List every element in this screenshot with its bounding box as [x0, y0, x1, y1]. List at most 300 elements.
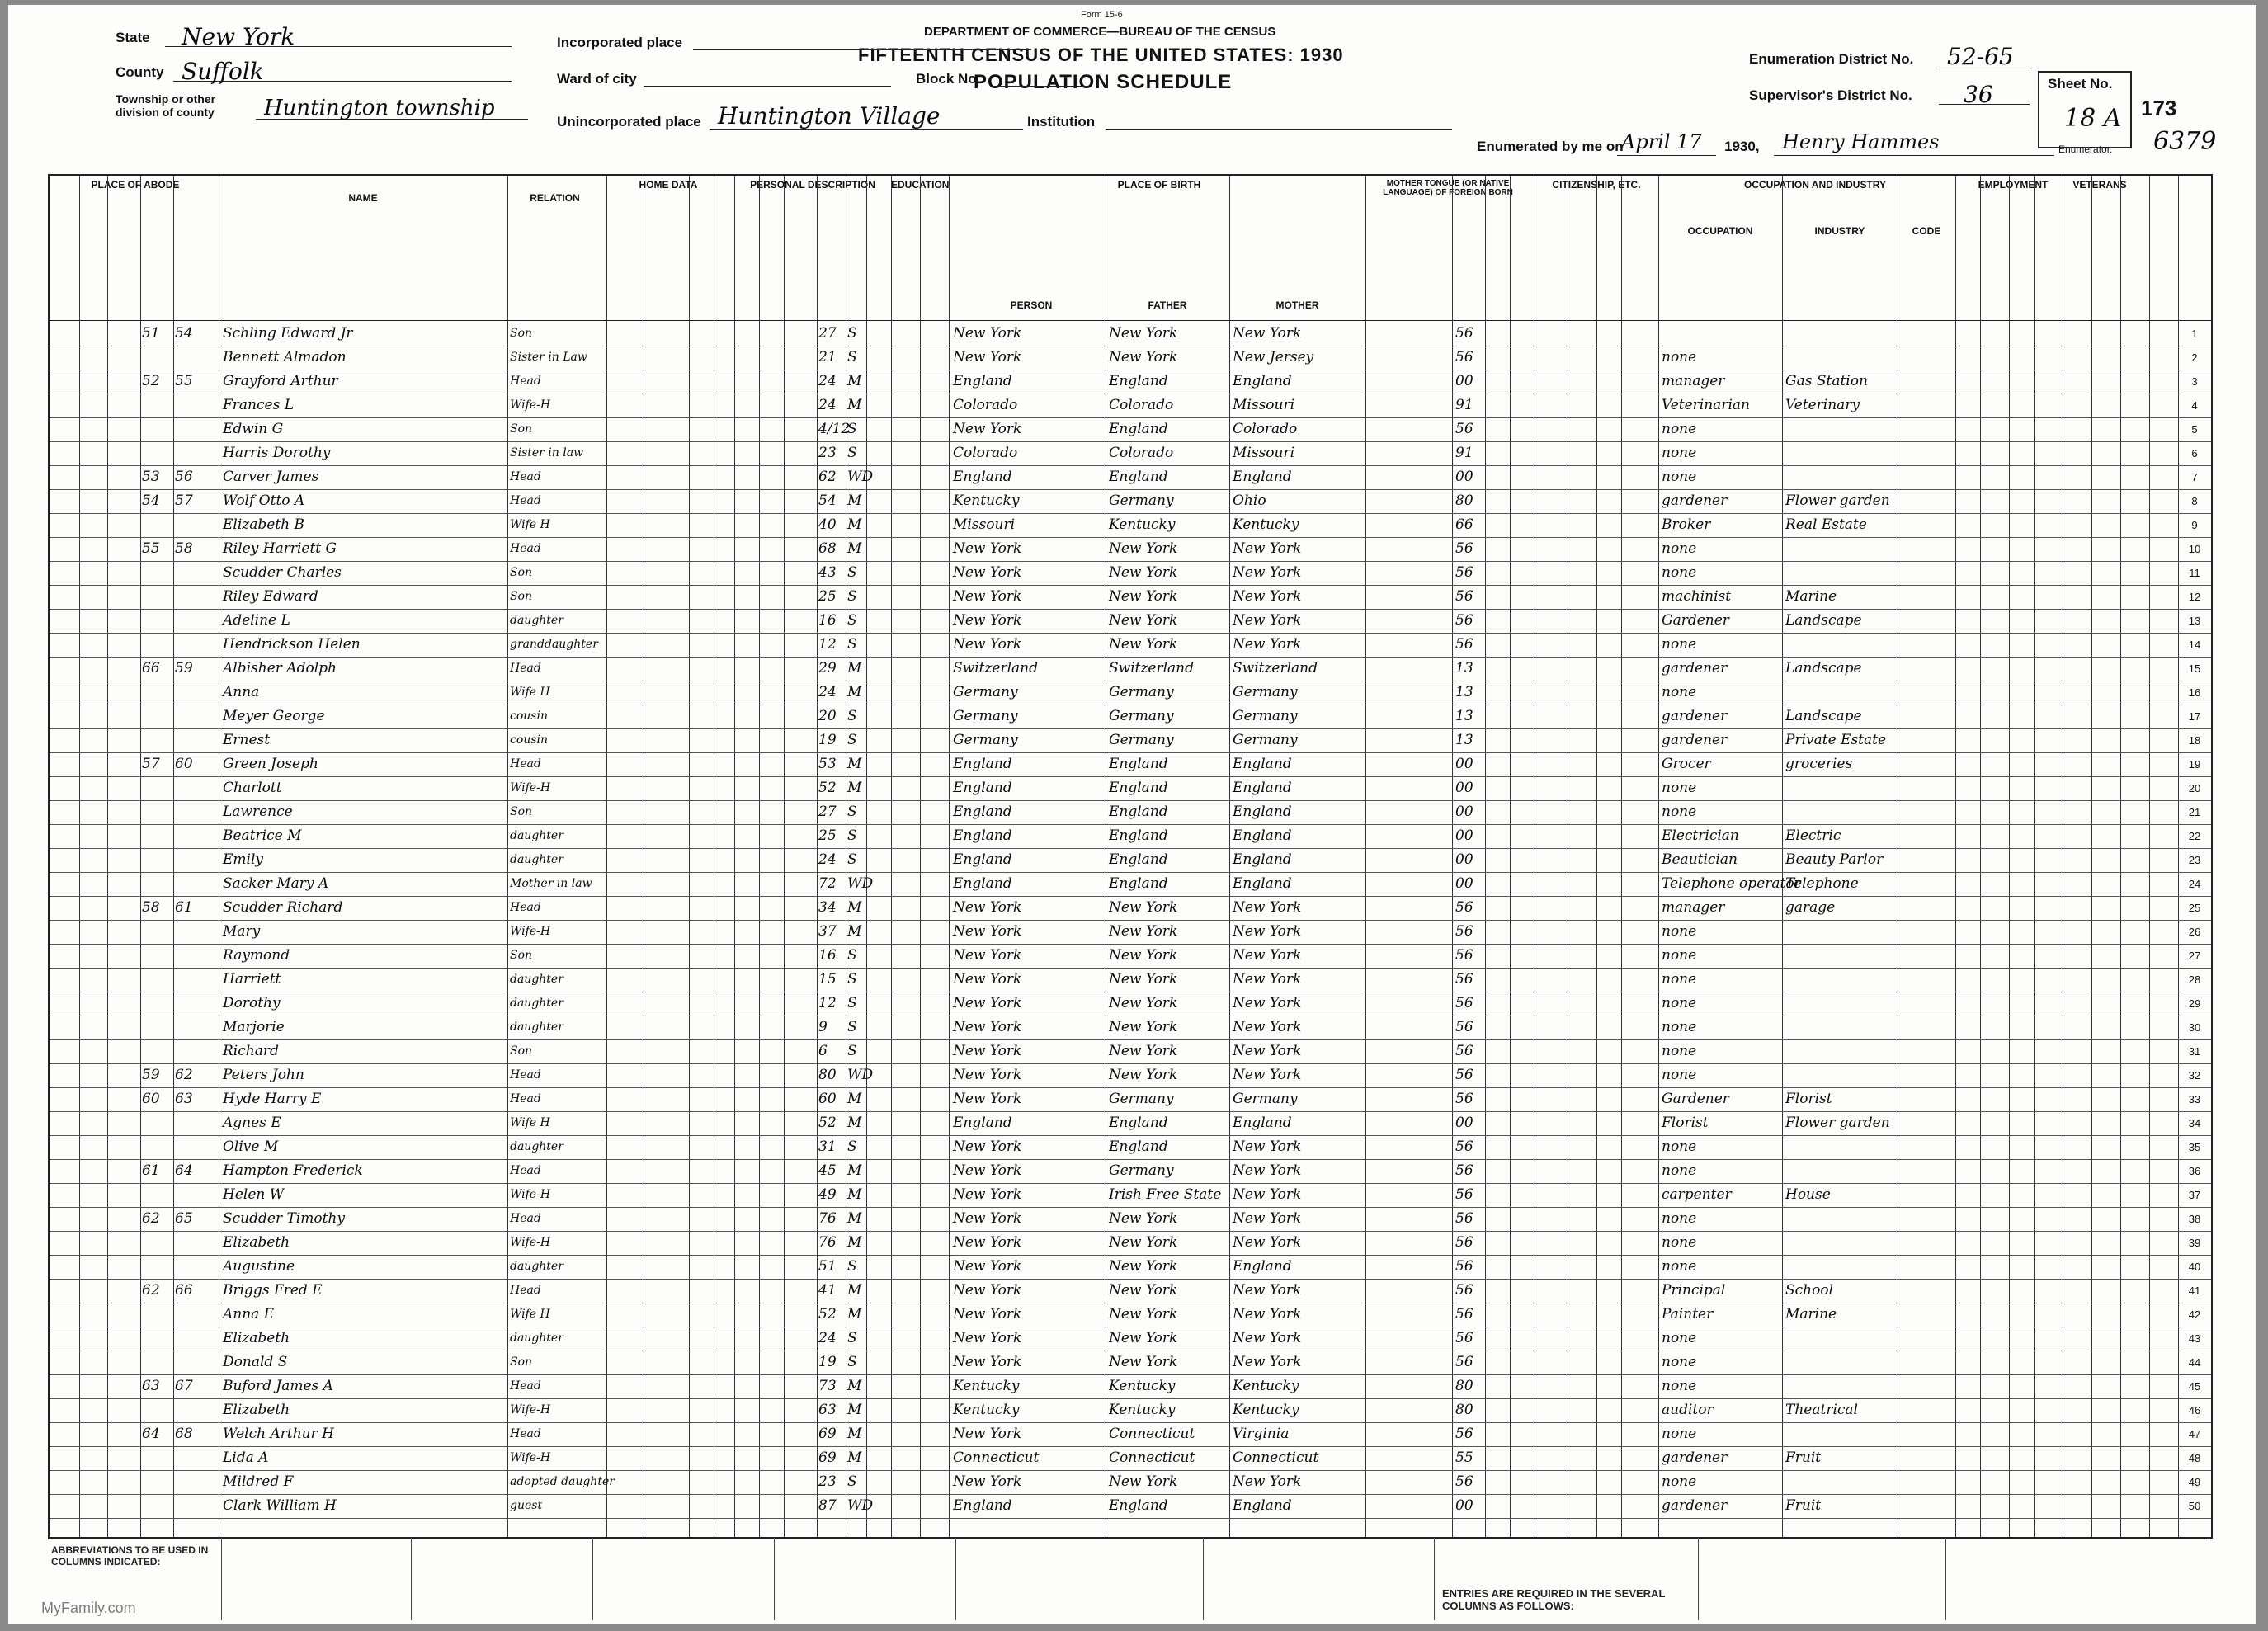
cell-mpob: Germany — [1233, 732, 1298, 748]
cell-rel: Head — [510, 470, 541, 483]
cell-n: 31 — [2188, 1045, 2201, 1058]
cell-code: 56 — [1455, 421, 1473, 437]
enumerated-year: 1930, — [1724, 139, 1760, 154]
table-row — [50, 946, 2211, 965]
cell-pob: Kentucky — [953, 493, 1020, 509]
cell-ind — [1785, 779, 1896, 798]
population-table — [48, 174, 2213, 1539]
cell-fam: 65 — [175, 1210, 193, 1227]
cell-fpob: New York — [1109, 1354, 1178, 1370]
cell-dw: 66 — [142, 660, 160, 676]
cell-dw — [142, 587, 172, 606]
table-row — [50, 1042, 2211, 1061]
table-row — [50, 635, 2211, 654]
cell-mar: S — [847, 1019, 857, 1035]
cell-pob: New York — [953, 1019, 1022, 1035]
cell-n: 19 — [2188, 758, 2201, 771]
cell-n: 17 — [2188, 710, 2201, 723]
cell-fam — [175, 851, 218, 870]
block-label: Block No. — [916, 71, 981, 87]
cell-mar: S — [847, 1138, 857, 1155]
cell-rel: Mother in law — [510, 877, 592, 890]
cell-age: 52 — [818, 780, 837, 796]
cell-mpob: New York — [1233, 1306, 1302, 1322]
cell-fam: 58 — [175, 540, 193, 557]
cell-fpob: New York — [1109, 325, 1178, 342]
cell-fpob: New York — [1109, 1019, 1178, 1035]
cell-fpob: England — [1109, 780, 1168, 796]
cell-occ: manager — [1662, 899, 1725, 916]
cell-mar: M — [847, 899, 862, 916]
cell-mar: M — [847, 1091, 862, 1107]
cell-fam: 56 — [175, 469, 193, 485]
incorporated-label: Incorporated place — [557, 35, 683, 50]
cell-fpob: Switzerland — [1109, 660, 1195, 676]
cell-ind: Fruit — [1785, 1497, 1822, 1514]
table-row — [50, 1066, 2211, 1085]
cell-mar: S — [847, 421, 857, 437]
cell-fam — [175, 731, 218, 750]
cell-age: 40 — [818, 516, 837, 533]
cell-name: Briggs Fred E — [223, 1282, 323, 1299]
table-row — [50, 516, 2211, 535]
cell-dw: 64 — [142, 1426, 160, 1442]
cell-occ: none — [1662, 1234, 1697, 1251]
cell-fpob: Connecticut — [1109, 1450, 1195, 1466]
cell-rel: Sister in Law — [510, 351, 587, 364]
form-number: Form 15-6 — [1081, 10, 1123, 20]
cell-mar: S — [847, 1258, 857, 1275]
cell-fam: 55 — [175, 373, 193, 389]
cell-mar: S — [847, 1354, 857, 1370]
cell-pob: New York — [953, 1091, 1022, 1107]
cell-ind — [1785, 994, 1896, 1013]
cell-mpob: New York — [1233, 899, 1302, 916]
cell-fpob: England — [1109, 756, 1168, 772]
cell-mar: M — [847, 780, 862, 796]
cell-fam — [175, 994, 218, 1013]
cell-name: Hendrickson Helen — [223, 636, 361, 653]
cell-fam — [175, 683, 218, 702]
cell-mar: M — [847, 1402, 862, 1418]
cell-age: 80 — [818, 1067, 837, 1083]
cell-mar: WD — [847, 1497, 874, 1514]
cell-mpob: Switzerland — [1233, 660, 1318, 676]
cell-fam — [175, 922, 218, 941]
cell-n: 11 — [2189, 567, 2200, 579]
cell-occ: none — [1662, 971, 1697, 988]
cell-rel: Head — [510, 1164, 541, 1177]
cell-n: 40 — [2188, 1261, 2201, 1273]
cell-n: 16 — [2188, 686, 2201, 699]
cell-pob: England — [953, 875, 1012, 892]
cell-ind — [1785, 1233, 1896, 1252]
cell-fpob: New York — [1109, 1306, 1178, 1322]
cell-dw — [142, 396, 172, 415]
table-row — [50, 898, 2211, 917]
supervisor-label: Supervisor's District No. — [1749, 87, 1912, 103]
cell-mar: M — [847, 1282, 862, 1299]
cell-rel: Wife H — [510, 518, 550, 531]
table-row — [50, 707, 2211, 726]
cell-n: 39 — [2188, 1237, 2201, 1249]
cell-dw — [142, 922, 172, 941]
cell-name: Elizabeth — [223, 1234, 290, 1251]
cell-pob: New York — [953, 636, 1022, 653]
cell-dw: 53 — [142, 469, 160, 485]
cell-occ: none — [1662, 564, 1697, 581]
cell-code: 56 — [1455, 1354, 1473, 1370]
cell-mar: S — [847, 636, 857, 653]
page-stamp: 173 — [2141, 96, 2177, 120]
cell-dw: 51 — [142, 325, 160, 342]
cell-code: 56 — [1455, 947, 1473, 964]
cell-n: 9 — [2191, 519, 2198, 531]
cell-code: 56 — [1455, 1210, 1473, 1227]
cell-n: 41 — [2188, 1285, 2201, 1297]
cell-fam — [175, 1138, 218, 1157]
section-personal: PERSONAL DESCRIPTION — [750, 179, 875, 191]
cell-dw — [142, 611, 172, 630]
cell-rel: Head — [510, 1068, 541, 1082]
table-row — [50, 396, 2211, 415]
cell-occ: none — [1662, 1354, 1697, 1370]
cell-n: 28 — [2188, 973, 2201, 986]
cell-fpob: Germany — [1109, 708, 1174, 724]
cell-ind: Gas Station — [1785, 373, 1868, 389]
cell-occ: auditor — [1662, 1402, 1714, 1418]
cell-age: 60 — [818, 1091, 837, 1107]
cell-mpob: Virginia — [1233, 1426, 1290, 1442]
cell-dw — [142, 683, 172, 702]
cell-name: Scudder Richard — [223, 899, 343, 916]
cell-occ: Electrician — [1662, 827, 1739, 844]
cell-fam — [175, 516, 218, 535]
cell-age: 31 — [818, 1138, 837, 1155]
cell-n: 36 — [2188, 1165, 2201, 1177]
cell-fpob: Germany — [1109, 732, 1174, 748]
cell-age: 41 — [818, 1282, 837, 1299]
cell-occ: none — [1662, 445, 1697, 461]
cell-rel: Son — [510, 566, 533, 579]
cell-n: 35 — [2188, 1141, 2201, 1153]
cell-name: Mary — [223, 923, 261, 940]
cell-code: 13 — [1455, 708, 1473, 724]
cell-fam: 67 — [175, 1378, 193, 1394]
cell-occ: Grocer — [1662, 756, 1711, 772]
cell-dw — [142, 1114, 172, 1133]
cell-rel: Wife-H — [510, 925, 551, 938]
cell-occ: none — [1662, 1043, 1697, 1059]
cell-fam — [175, 611, 218, 630]
entries-note: ENTRIES ARE REQUIRED IN THE SEVERAL COLUMNS AS FOLLOWS: — [1442, 1587, 1666, 1612]
cell-dw — [142, 348, 172, 367]
cell-code: 00 — [1455, 373, 1473, 389]
cell-age: 52 — [818, 1115, 837, 1131]
cell-rel: daughter — [510, 1140, 563, 1153]
cell-age: 73 — [818, 1378, 837, 1394]
cell-mpob: New York — [1233, 1210, 1302, 1227]
table-row — [50, 372, 2211, 391]
enumerated-label: Enumerated by me on — [1477, 139, 1624, 154]
cell-name: Marjorie — [223, 1019, 285, 1035]
cell-fpob: Germany — [1109, 1091, 1174, 1107]
table-row — [50, 1377, 2211, 1396]
cell-name: Meyer George — [223, 708, 325, 724]
table-row — [50, 540, 2211, 559]
cell-dw: 52 — [142, 373, 160, 389]
cell-dw — [142, 1138, 172, 1157]
cell-rel: adopted daughter — [510, 1475, 615, 1488]
cell-name: Dorothy — [223, 995, 281, 1011]
cell-occ: none — [1662, 1019, 1697, 1035]
institution-label: Institution — [1027, 114, 1096, 130]
cell-fam — [175, 827, 218, 846]
department-heading: DEPARTMENT OF COMMERCE—BUREAU OF THE CENSUS — [924, 25, 1276, 39]
cell-pob: New York — [953, 1210, 1022, 1227]
cell-occ: none — [1662, 1258, 1697, 1275]
cell-fpob: England — [1109, 469, 1168, 485]
cell-occ: Florist — [1662, 1115, 1709, 1131]
cell-n: 21 — [2188, 806, 2201, 818]
cell-pob: Colorado — [953, 445, 1018, 461]
cell-name: Adeline L — [223, 612, 290, 629]
cell-code: 00 — [1455, 1115, 1473, 1131]
table-row — [50, 803, 2211, 822]
cell-dw — [142, 707, 172, 726]
cell-mpob: England — [1233, 780, 1292, 796]
cell-name: Olive M — [223, 1138, 279, 1155]
cell-ind — [1785, 1018, 1896, 1037]
cell-mar: S — [847, 804, 857, 820]
cell-fam: 68 — [175, 1426, 193, 1442]
cell-fam — [175, 587, 218, 606]
cell-age: 23 — [818, 1473, 837, 1490]
cell-ind — [1785, 420, 1896, 439]
township-label: Township or other division of county — [116, 92, 216, 119]
cell-rel: Son — [510, 422, 533, 436]
cell-mar: S — [847, 1330, 857, 1346]
cell-mpob: England — [1233, 804, 1292, 820]
cell-name: Bennett Almadon — [223, 349, 347, 365]
cell-mar: M — [847, 1378, 862, 1394]
cell-fam — [175, 420, 218, 439]
cell-fpob: Colorado — [1109, 445, 1174, 461]
cell-mpob: England — [1233, 851, 1292, 868]
cell-rel: Wife H — [510, 686, 550, 699]
cell-mar: WD — [847, 469, 874, 485]
cell-rel: granddaughter — [510, 638, 598, 651]
table-row — [50, 1257, 2211, 1276]
cell-mpob: Ohio — [1233, 493, 1266, 509]
cell-occ — [1662, 324, 1780, 343]
cell-ind — [1785, 1425, 1896, 1444]
cell-ind — [1785, 1209, 1896, 1228]
cell-dw — [142, 516, 172, 535]
cell-age: 12 — [818, 636, 837, 653]
cell-rel: Head — [510, 1212, 541, 1225]
cell-ind: Marine — [1785, 588, 1837, 605]
cell-mpob: New York — [1233, 588, 1302, 605]
cell-pob: Missouri — [953, 516, 1016, 533]
section-education: EDUCATION — [891, 179, 950, 191]
cell-mar: S — [847, 827, 857, 844]
cell-fpob: New York — [1109, 899, 1178, 916]
cell-pob: England — [953, 1497, 1012, 1514]
cell-mar: S — [847, 445, 857, 461]
cell-occ: none — [1662, 1210, 1697, 1227]
cell-name: Hampton Frederick — [223, 1162, 363, 1179]
district-label: Enumeration District No. — [1749, 51, 1914, 67]
cell-ind — [1785, 348, 1896, 367]
cell-fpob: New York — [1109, 588, 1178, 605]
cell-age: 27 — [818, 325, 837, 342]
cell-ind: Real Estate — [1785, 516, 1867, 533]
table-row — [50, 587, 2211, 606]
cell-mar: M — [847, 516, 862, 533]
cell-age: 29 — [818, 660, 837, 676]
cell-code: 00 — [1455, 469, 1473, 485]
cell-occ: Painter — [1662, 1306, 1714, 1322]
enumerator-label: Enumerator. — [2058, 144, 2113, 155]
cell-rel: guest — [510, 1499, 543, 1512]
cell-name: Hyde Harry E — [223, 1091, 322, 1107]
table-row — [50, 348, 2211, 367]
cell-mpob: New York — [1233, 1043, 1302, 1059]
cell-fam: 63 — [175, 1091, 193, 1107]
cell-name: Mildred F — [223, 1473, 294, 1490]
section-place-of-abode: PLACE OF ABODE — [91, 179, 180, 191]
cell-fpob: Colorado — [1109, 397, 1174, 413]
cell-pob: Germany — [953, 732, 1018, 748]
cell-rel: Head — [510, 375, 541, 388]
cell-n: 7 — [2191, 471, 2198, 483]
subhead-industry: INDUSTRY — [1814, 225, 1865, 237]
cell-age: 54 — [818, 493, 837, 509]
cell-ind — [1785, 1042, 1896, 1061]
cell-code: 66 — [1455, 516, 1473, 533]
cell-code: 56 — [1455, 1234, 1473, 1251]
cell-code: 56 — [1455, 923, 1473, 940]
district-value: 52-65 — [1947, 43, 2014, 70]
cell-rel: Wife-H — [510, 1188, 551, 1201]
cell-mar: S — [847, 947, 857, 964]
cell-pob: New York — [953, 349, 1022, 365]
cell-dw: 58 — [142, 899, 160, 916]
cell-fpob: New York — [1109, 612, 1178, 629]
cell-mpob: Kentucky — [1233, 516, 1299, 533]
cell-occ: gardener — [1662, 1497, 1728, 1514]
cell-occ: Veterinarian — [1662, 397, 1750, 413]
cell-ind — [1785, 683, 1896, 702]
cell-fpob: England — [1109, 1497, 1168, 1514]
cell-fam — [175, 444, 218, 463]
census-title: FIFTEENTH CENSUS OF THE UNITED STATES: 1930 — [858, 45, 1344, 65]
cell-fpob: England — [1109, 1115, 1168, 1131]
cell-n: 15 — [2188, 662, 2201, 675]
cell-occ: Gardener — [1662, 1091, 1729, 1107]
cell-fpob: England — [1109, 875, 1168, 892]
cell-pob: England — [953, 804, 1012, 820]
cell-mpob: New York — [1233, 564, 1302, 581]
cell-ind: groceries — [1785, 756, 1853, 772]
cell-mar: S — [847, 1043, 857, 1059]
cell-age: 4/12 — [818, 421, 851, 437]
cell-dw — [142, 1401, 172, 1420]
cell-age: 24 — [818, 684, 837, 700]
cell-fam: 60 — [175, 756, 193, 772]
cell-age: 45 — [818, 1162, 837, 1179]
cell-age: 53 — [818, 756, 837, 772]
cell-code: 56 — [1455, 1306, 1473, 1322]
cell-pob: New York — [953, 564, 1022, 581]
cell-n: 13 — [2188, 615, 2201, 627]
cell-ind: School — [1785, 1282, 1834, 1299]
cell-age: 25 — [818, 588, 837, 605]
cell-occ: none — [1662, 1067, 1697, 1083]
cell-dw — [142, 1449, 172, 1468]
cell-mpob: New York — [1233, 1019, 1302, 1035]
cell-code: 56 — [1455, 588, 1473, 605]
table-row — [50, 1138, 2211, 1157]
cell-code: 80 — [1455, 1378, 1473, 1394]
cell-pob: England — [953, 827, 1012, 844]
cell-n: 25 — [2188, 902, 2201, 914]
cell-ind: Flower garden — [1785, 1115, 1890, 1131]
cell-pob: New York — [953, 1282, 1022, 1299]
cell-rel: Son — [510, 327, 533, 340]
cell-pob: New York — [953, 421, 1022, 437]
cell-n: 23 — [2188, 854, 2201, 866]
cell-occ: none — [1662, 1473, 1697, 1490]
cell-pob: New York — [953, 1162, 1022, 1179]
cell-name: Grayford Arthur — [223, 373, 338, 389]
cell-pob: New York — [953, 1306, 1022, 1322]
cell-n: 3 — [2191, 375, 2198, 388]
cell-dw — [142, 1042, 172, 1061]
cell-mar: S — [847, 971, 857, 988]
cell-code: 13 — [1455, 732, 1473, 748]
cell-mpob: Connecticut — [1233, 1450, 1319, 1466]
cell-rel: Head — [510, 494, 541, 507]
cell-ind — [1785, 1162, 1896, 1181]
cell-rel: Sister in law — [510, 446, 584, 460]
cell-dw — [142, 1473, 172, 1492]
cell-rel: Head — [510, 901, 541, 914]
cell-rel: Head — [510, 1092, 541, 1105]
subhead-occupation: OCCUPATION — [1687, 225, 1753, 237]
cell-fam — [175, 707, 218, 726]
cell-n: 5 — [2191, 423, 2198, 436]
cell-ind: garage — [1785, 899, 1836, 916]
cell-fam: 62 — [175, 1067, 193, 1083]
cell-occ: Beautician — [1662, 851, 1738, 868]
cell-dw — [142, 1353, 172, 1372]
cell-n: 12 — [2188, 591, 2201, 603]
cell-pob: New York — [953, 1138, 1022, 1155]
section-home-data: HOME DATA — [639, 179, 698, 191]
cell-occ: none — [1662, 947, 1697, 964]
cell-mar: WD — [847, 875, 874, 892]
cell-mar: M — [847, 1426, 862, 1442]
cell-fpob: New York — [1109, 1473, 1178, 1490]
cell-code: 56 — [1455, 1138, 1473, 1155]
county-label: County — [116, 64, 164, 80]
cell-n: 42 — [2188, 1308, 2201, 1321]
cell-age: 23 — [818, 445, 837, 461]
enumerated-date: April 17 — [1621, 130, 1702, 153]
cell-name: Elizabeth — [223, 1402, 290, 1418]
